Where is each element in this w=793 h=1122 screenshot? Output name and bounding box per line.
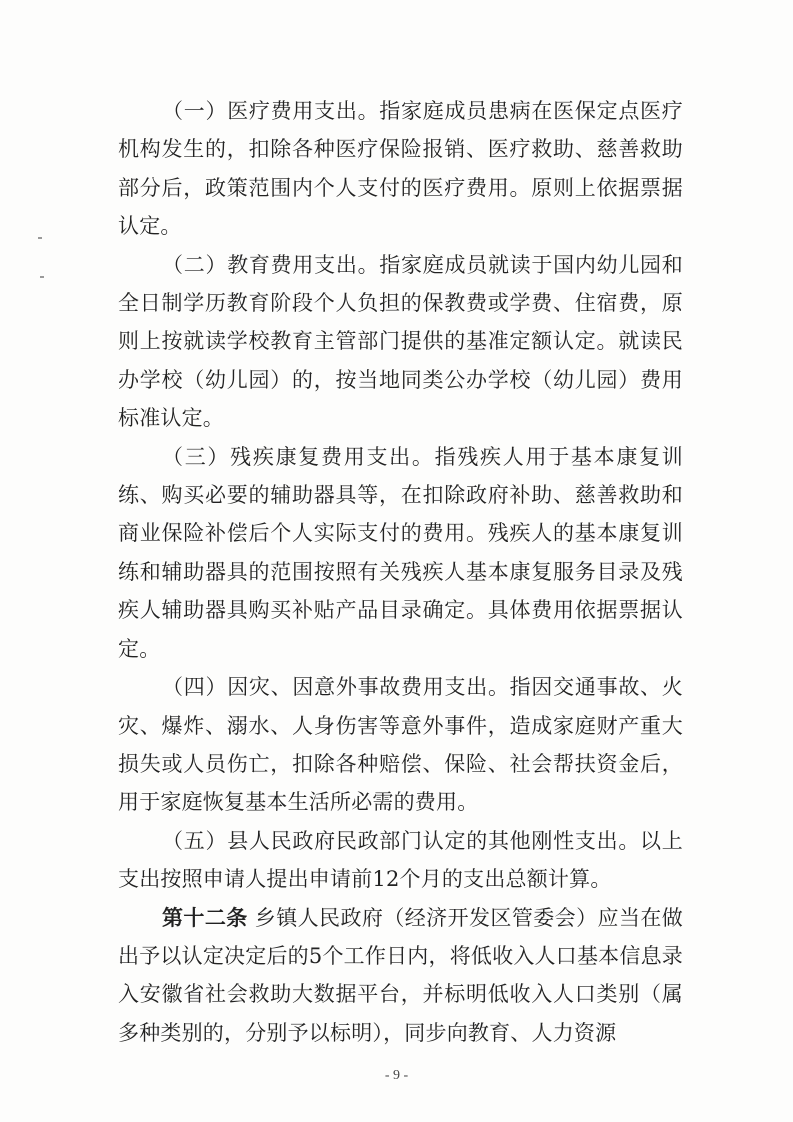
scan-speck (40, 276, 44, 278)
article-text: 乡镇人民政府（经济开发区管委会）应当在做出予以认定决定后的5个工作日内，将低收入人口基本信息录入安徽省社会救助大数据平台，并标明低收入人口类别（属多种类别的，分别予以标明），同步向教育、人力资源 (118, 905, 683, 1045)
paragraph-other-expenses: （五）县人民政府民政部门认定的其他刚性支出。以上支出按照申请人提出申请前12个月的支出总额计算。 (118, 828, 683, 892)
scan-speck (38, 237, 42, 239)
paragraph-education-expenses: （二）教育费用支出。指家庭成员就读于国内幼儿园和全日制学历教育阶段个人负担的保教费或学费、住宿费，原则上按就读学校教育主管部门提供的基准定额认定。就读民办学校（幼儿园）的，按当地同类公办学校（幼儿园）费用标准认定。 (118, 252, 683, 431)
paragraph-disability-rehab-expenses: （三）残疾康复费用支出。指残疾人用于基本康复训练、购买必要的辅助器具等，在扣除政府补助、慈善救助和商业保险补偿后个人实际支付的费用。残疾人的基本康复训练和辅助器具的范围按照有关残疾人基本康复服务目录及残疾人辅助器具购买补贴产品目录确定。具体费用依据票据认定。 (118, 444, 683, 661)
paragraph-article-12 (118, 899, 683, 1053)
page-number: - 9 - (384, 1068, 409, 1083)
paragraph-medical-expenses: （一）医疗费用支出。指家庭成员患病在医保定点医疗机构发生的，扣除各种医疗保险报销、医疗救助、慈善救助部分后，政策范围内个人支付的医疗费用。原则上依据票据认定。 (118, 99, 683, 239)
article-number: 第十二条 (162, 905, 248, 930)
document-body (118, 92, 683, 1052)
paragraph-disaster-accident-expenses: （四）因灾、因意外事故费用支出。指因交通事故、火灾、爆炸、溺水、人身伤害等意外事件，造成家庭财产重大损失或人员伤亡，扣除各种赔偿、保险、社会帮扶资金后，用于家庭恢复基本生活所必需的费用。 (118, 675, 683, 815)
